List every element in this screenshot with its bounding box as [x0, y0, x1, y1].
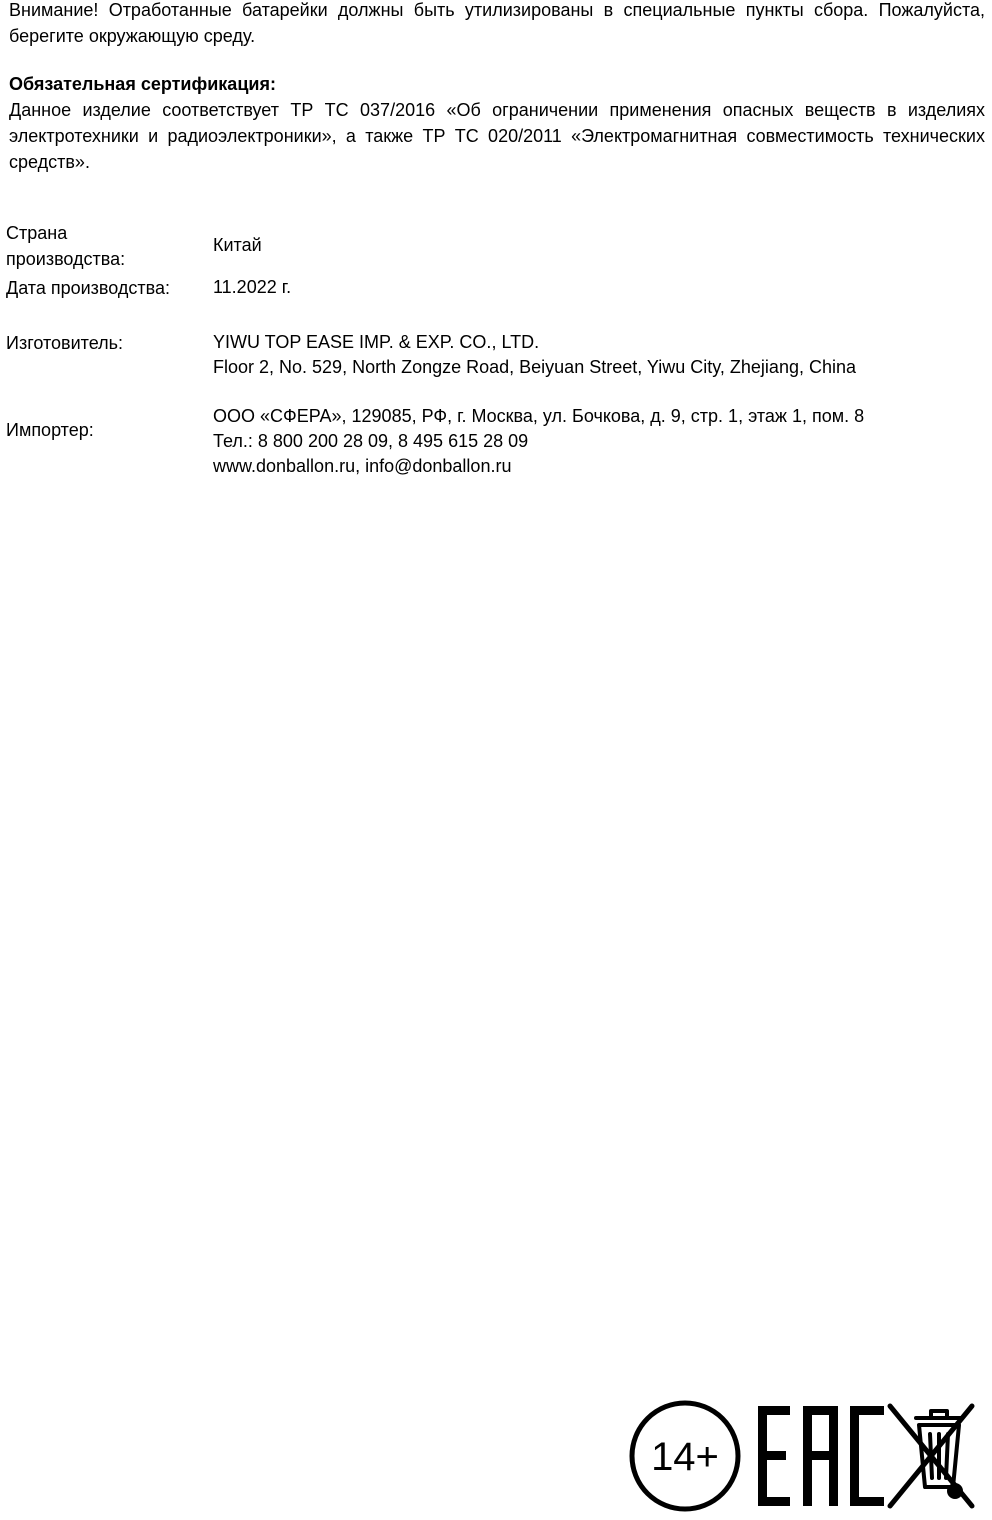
certification-marks	[628, 1398, 984, 1516]
importer-address: ООО «СФЕРА», 129085, РФ, г. Москва, ул. Бочкова, д. 9, стр. 1, этаж 1, пом. 8	[213, 406, 865, 426]
manufacturer-address: Floor 2, No. 529, North Zongze Road, Beiyuan Street, Yiwu City, Zhejiang, China	[213, 357, 856, 377]
battery-disposal-warning: Внимание! Отработанные батарейки должны быть утилизированы в специальные пункты сбора. Пожалуйста, берегите окружающую среду.	[9, 0, 985, 46]
certification-title: Обязательная сертификация:	[9, 74, 276, 94]
manufacturer-name: YIWU TOP EASE IMP. & EXP. CO., LTD.	[213, 332, 540, 352]
eac-logo-icon	[758, 1406, 884, 1506]
age-rating-text: 14+	[651, 1435, 719, 1479]
importer-web-email: www.donballon.ru, info@donballon.ru	[213, 456, 512, 476]
production-date-value: 11.2022 г.	[213, 277, 292, 297]
production-date-label: Дата производства:	[6, 278, 171, 298]
crossed-out-wheelie-bin-icon	[890, 1406, 972, 1506]
manufacturer-label: Изготовитель:	[6, 333, 123, 353]
importer-phones: Тел.: 8 800 200 28 09, 8 495 615 28 09	[213, 431, 529, 451]
importer-label: Импортер:	[6, 420, 94, 440]
country-label: Страна производства:	[6, 223, 126, 269]
country-value: Китай	[213, 235, 262, 255]
certification-text: Данное изделие соответствует ТР ТС 037/2016 «Об ограничении применения опасных веществ в изделиях электротехники и радиоэлектроники», а также ТР ТС 020/2011 «Электромагнитная совместимость технических средств».	[9, 100, 985, 172]
age-rating-14-icon	[632, 1403, 738, 1509]
